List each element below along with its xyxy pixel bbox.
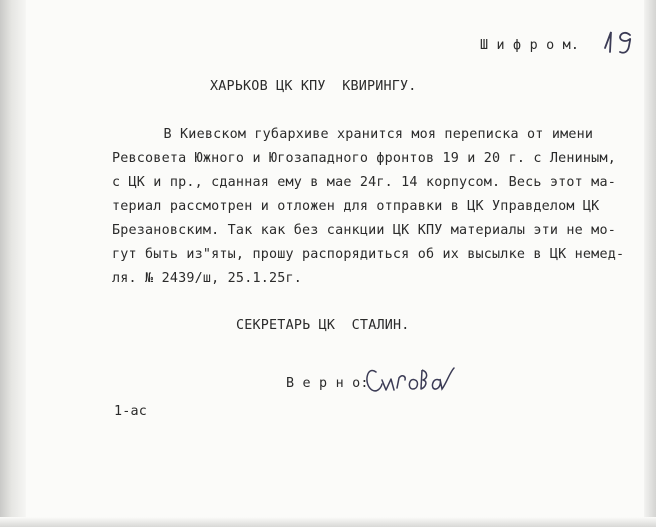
copy-mark: 1-ас [114,404,148,419]
body-line: Ревсовета Южного и Югозападного фронтов 19 и 20 г. с Лениным, [112,151,616,166]
body-line: с ЦК и пр., сданная ему в мае 24г. 14 корпусом. Весь этот ма- [112,175,616,190]
scan-right-edge [644,0,656,527]
cipher-header: Ш и ф р о м. [480,38,580,53]
certified-label: В е р н о: [286,376,369,391]
body-line: териал рассмотрен и отложен для отправки в ЦК Управделом ЦК [112,199,600,214]
certified-signature-handwritten [362,360,462,400]
addressee-line: ХАРЬКОВ ЦК КПУ КВИРИНГУ. [210,79,417,94]
scan-left-fold [0,0,26,527]
secretary-signature-line: СЕКРЕТАРЬ ЦК СТАЛИН. [236,318,410,333]
body-line: ля. № 2439/ш, 25.1.25г. [112,271,303,286]
body-line: Брезановским. Так как без санкции ЦК КПУ материалы эти не мо- [112,223,616,238]
scan-bottom-edge [0,517,656,527]
body-line: В Киевском губархиве хранится моя переписка от имени [147,127,594,142]
body-line: гут быть из"яты, прошу распорядиться об их высылке в ЦК немед- [112,247,625,262]
archive-number-handwritten [600,26,640,56]
